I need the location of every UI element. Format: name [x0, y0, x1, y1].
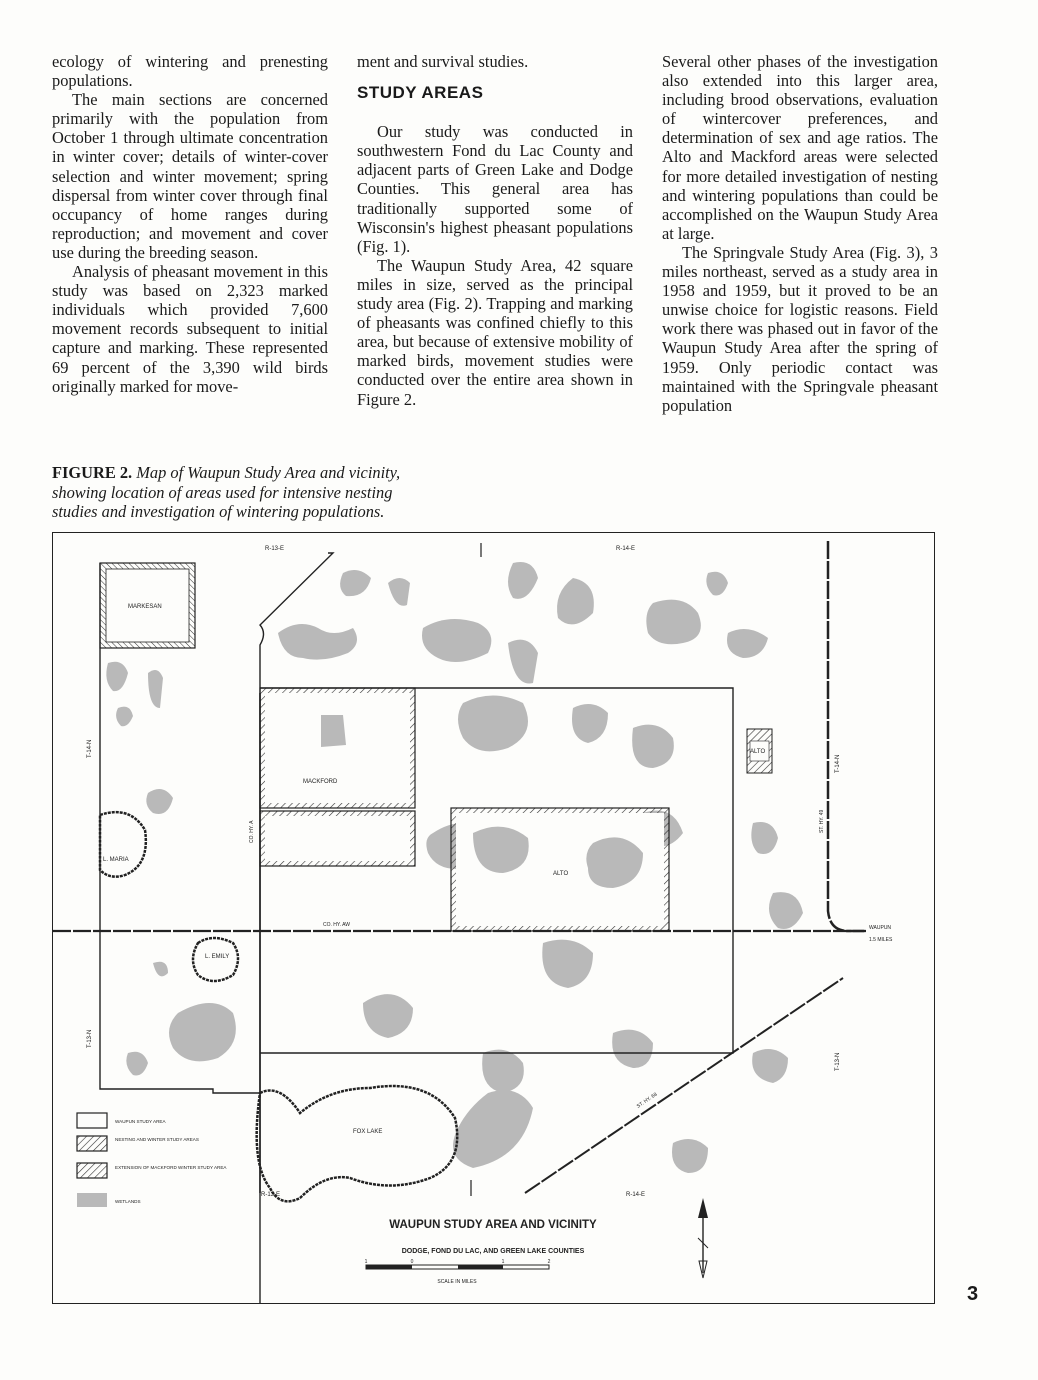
township-label-right-bottom: T-13-N [835, 1052, 841, 1071]
page-number: 3 [967, 1283, 979, 1305]
text-column-3 [662, 52, 938, 415]
waupun-distance-label: 1.5 MILES [869, 937, 893, 943]
paragraph: The Springvale Study Area (Fig. 3), 3 miles northeast, served as a study area in 1958 and 1959, but it proved to be an unwise choice for logistic reasons. Field work there was phased out in favor of the Waupun Study Area after the spring of 1959. Only periodic contact was maintained with the Springvale pheasant population [662, 242, 938, 415]
co-hy-a-label: CO. HY. A [249, 820, 255, 843]
map-title: WAUPUN STUDY AREA AND VICINITY [389, 1219, 597, 1231]
alto-lower-label: ALTO [553, 871, 569, 877]
markesan-label: MARKESAN [128, 604, 162, 610]
map-legend [77, 1113, 227, 1207]
north-boundary-road [260, 553, 333, 688]
legend-item: WETLANDS [115, 1199, 141, 1204]
north-arrow-icon [698, 1198, 708, 1278]
range-label-top-right: R-14-E [616, 546, 636, 552]
paragraph: The main sections are concerned primarily with the population from October 1 through ultimate concentration in winter cover; details of winter-cover selection and winter movement; spring dispersal from winter cover through final occupancy of home ranges during reproduction; and movement and cover use during the breeding season. [52, 90, 328, 262]
paragraph: Our study was conducted in southwestern Fond du Lac County and adjacent parts of Green Lake and Dodge Counties. This general area has traditionally supported some of Wisconsin's highest pheasant populations (Fig. 1). [357, 122, 633, 256]
fox-lake [257, 1086, 458, 1201]
legend-item: WAUPUN STUDY AREA [115, 1119, 166, 1124]
alto-upper-label: ALTO [750, 749, 766, 755]
range-label-bottom-left: R-13-E [261, 1192, 281, 1198]
section-heading: STUDY AREAS [357, 83, 484, 103]
scale-tick: 1 [364, 1259, 368, 1265]
scale-tick: 2 [547, 1259, 551, 1265]
paragraph: Several other phases of the investigation also extended into this larger area, including brood observations, evaluation of wintercover preferences, and determination of sex and age ratios. The Alto and Mackford areas were selected for more detailed investigation of nesting and wintering populations than could be accomplished on the Waupun Study Area at large. [662, 52, 938, 243]
paragraph: Analysis of pheasant movement in this study was based on 2,323 marked individuals which provided 7,600 movement records subsequent to initial capture and marking. These represented 69 percent of the 3,390 wild birds originally marked for move- [52, 262, 328, 396]
figure-caption-text: Map of Waupun Study Area and vicinity, showing location of areas used for intensive nesting studies and investigation of wintering populations. [52, 463, 401, 521]
st-hy-49-label: ST. HY. 49 [819, 809, 825, 833]
scale-tick: 1 [501, 1259, 505, 1265]
text-column-2 [357, 52, 633, 409]
legend-item: EXTENSION OF MACKFORD WINTER STUDY AREA [115, 1165, 227, 1170]
paragraph: The Waupun Study Area, 42 square miles in size, served as the principal study area (Fig. 2). Trapping and marking of pheasants was confined chiefly to this area, but because of extensive mobility of marked birds, movement studies were conducted over the entire area shown in Figure 2. [357, 255, 633, 409]
township-label-left-bottom: T-13-N [87, 1029, 93, 1048]
figure-label: FIGURE 2. [52, 463, 133, 482]
map-figure [52, 532, 935, 1304]
lake-emily-label: L. EMILY [205, 954, 230, 960]
scale-bar [365, 1259, 551, 1285]
paragraph: ecology of wintering and prenesting populations. [52, 52, 328, 91]
figure-caption [52, 463, 432, 522]
study-area-map [53, 533, 934, 1303]
map-subtitle: DODGE, FOND DU LAC, AND GREEN LAKE COUNTIES [401, 1248, 585, 1255]
lake-maria-label: L. MARIA [103, 857, 129, 863]
st-hy-68-label: ST. HY. 68 [635, 1091, 659, 1110]
co-hy-aw-label: CO. HY. AW [323, 922, 350, 928]
mackford-label: MACKFORD [303, 779, 338, 785]
fox-lake-label: FOX LAKE [353, 1129, 383, 1135]
range-label-top-left: R-13-E [265, 546, 285, 552]
township-label-left-top: T-14-N [87, 739, 93, 758]
state-highway-49 [828, 541, 866, 931]
legend-item: NESTING AND WINTER STUDY AREAS [115, 1137, 199, 1142]
waupun-label: WAUPUN [869, 925, 892, 931]
text-column-1 [52, 52, 328, 396]
township-label-right-top: T-14-N [835, 754, 841, 773]
lake-maria [100, 812, 146, 877]
scale-tick: 0 [410, 1259, 414, 1265]
range-label-bottom-right: R-14-E [626, 1192, 646, 1198]
scale-label: SCALE IN MILES [437, 1279, 477, 1285]
paragraph: ment and survival studies. [357, 52, 529, 71]
